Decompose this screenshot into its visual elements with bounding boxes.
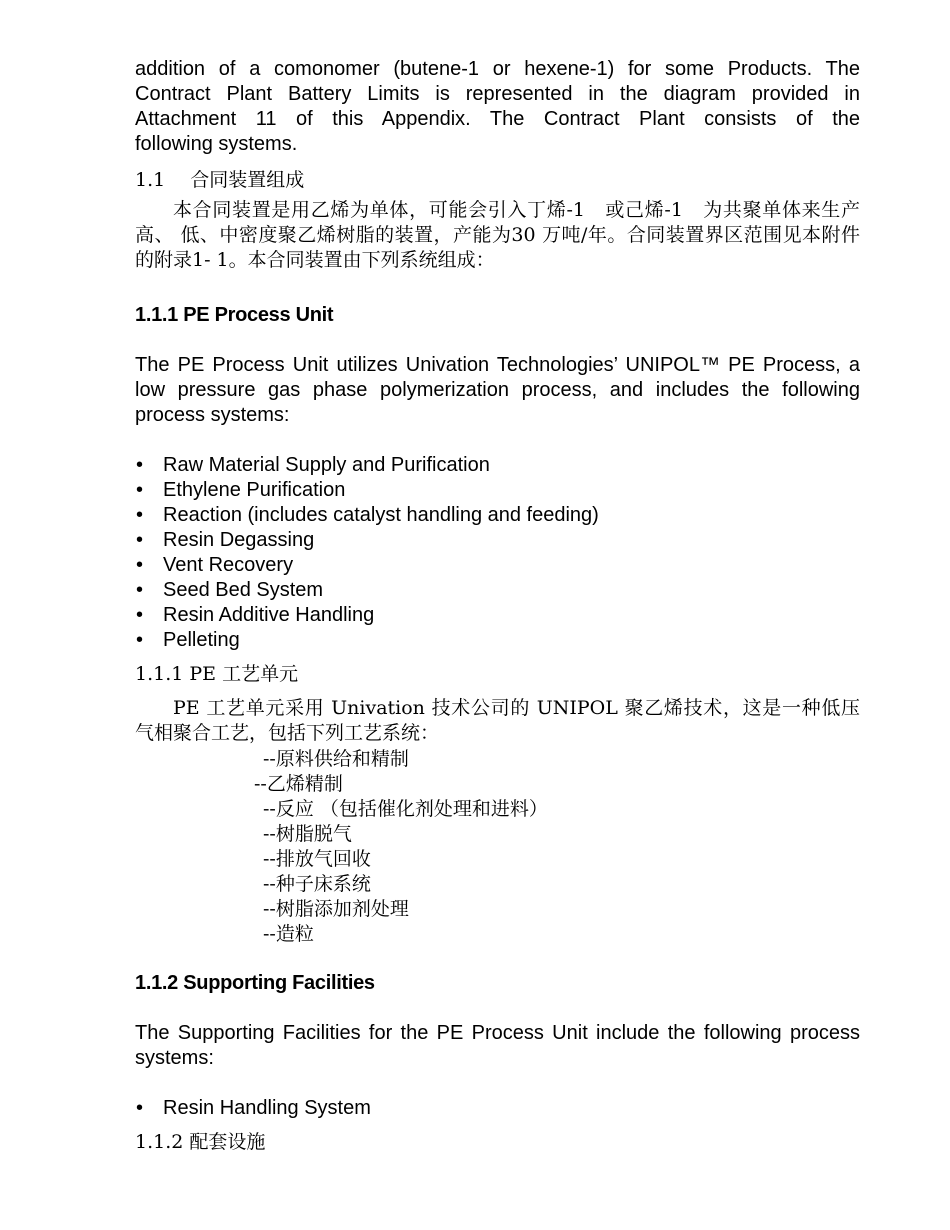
bullet-icon: • <box>136 604 144 626</box>
bullet-icon: • <box>136 529 144 551</box>
list-item <box>135 578 860 603</box>
cn-list-item: --种子床系统 <box>263 873 371 895</box>
bullet-icon: • <box>136 554 144 576</box>
list-item-label: Ethylene Purification <box>163 479 346 501</box>
list-item-label: Resin Degassing <box>163 529 315 551</box>
intro-line: Contract Plant Battery Limits is represented in the diagram provided in <box>135 83 860 105</box>
list-item-label: Reaction (includes catalyst handling and feeding) <box>163 504 599 526</box>
list-item <box>135 503 860 528</box>
list-item-label: Seed Bed System <box>163 579 324 601</box>
cn-list-item: --造粒 <box>263 923 314 945</box>
section-heading-1-1-2: 1.1.2 Supporting Facilities <box>135 972 375 994</box>
bullet-icon: • <box>136 454 144 476</box>
bullet-icon: • <box>136 504 144 526</box>
intro-line: following systems. <box>135 133 298 155</box>
cn-list-item: --乙烯精制 <box>254 773 343 795</box>
cn-list-item: --树脂添加剂处理 <box>263 898 409 920</box>
cn-list-item: --反应 （包括催化剂处理和进料） <box>263 798 548 820</box>
list-item <box>135 453 860 478</box>
list-item <box>135 628 860 653</box>
list-item <box>135 478 860 503</box>
list-item-label: Vent Recovery <box>163 554 294 576</box>
cn-paragraph-1-1-1: PE 工艺单元采用 Univation 技术公司的 UNIPOL 聚乙烯技术，这是一种低压气相聚合工艺，包括下列工艺系统： <box>135 697 860 744</box>
bullet-icon: • <box>136 579 144 601</box>
cn-list-item: --排放气回收 <box>263 848 371 870</box>
list-item <box>135 1096 860 1121</box>
list-item <box>135 553 860 578</box>
bullet-icon: • <box>136 479 144 501</box>
bullet-list-1-1-1 <box>135 453 860 653</box>
cn-list-item: --树脂脱气 <box>263 823 352 845</box>
cn-list-item: --原料供给和精制 <box>263 748 409 770</box>
intro-line: addition of a comonomer (butene-1 or hexene-1) for some Products. The <box>135 58 860 80</box>
cn-paragraph-1-1: 本合同装置是用乙烯为单体，可能会引入丁烯-1 或己烯-1 为共聚单体来生产高、 低、中密度聚乙烯树脂的装置，产能为30 万吨/年。合同装置界区范围见本附件的附录1- 1。本合同装置由下列系统组成： <box>135 199 860 271</box>
intro-paragraph <box>135 57 860 157</box>
list-item-label: Resin Handling System <box>163 1097 371 1119</box>
list-item-label: Raw Material Supply and Purification <box>163 454 490 476</box>
list-item <box>135 603 860 628</box>
section-paragraph-1-1-1: The PE Process Unit utilizes Univation Technologies’ UNIPOL™ PE Process, a low pressure gas phase polymerization process, and includes the following process systems: <box>135 354 860 426</box>
bullet-list-1-1-2 <box>135 1096 860 1121</box>
section-paragraph-1-1-2: The Supporting Facilities for the PE Process Unit include the following process systems: <box>135 1022 860 1069</box>
list-item <box>135 528 860 553</box>
bullet-icon: • <box>136 629 144 651</box>
cn-heading-1-1-2: 1.1.2 配套设施 <box>135 1131 266 1153</box>
cn-heading-1-1-1: 1.1.1 PE 工艺单元 <box>135 663 299 685</box>
cn-heading-1-1: 1.1 合同装置组成 <box>135 169 305 191</box>
bullet-icon: • <box>136 1097 144 1119</box>
list-item-label: Pelleting <box>163 629 240 651</box>
document-page <box>135 57 860 1155</box>
intro-line: Attachment 11 of this Appendix. The Contract Plant consists of the <box>135 108 860 130</box>
section-heading-1-1-1: 1.1.1 PE Process Unit <box>135 304 334 326</box>
cn-list-1-1-1 <box>135 747 860 947</box>
list-item-label: Resin Additive Handling <box>163 604 375 626</box>
